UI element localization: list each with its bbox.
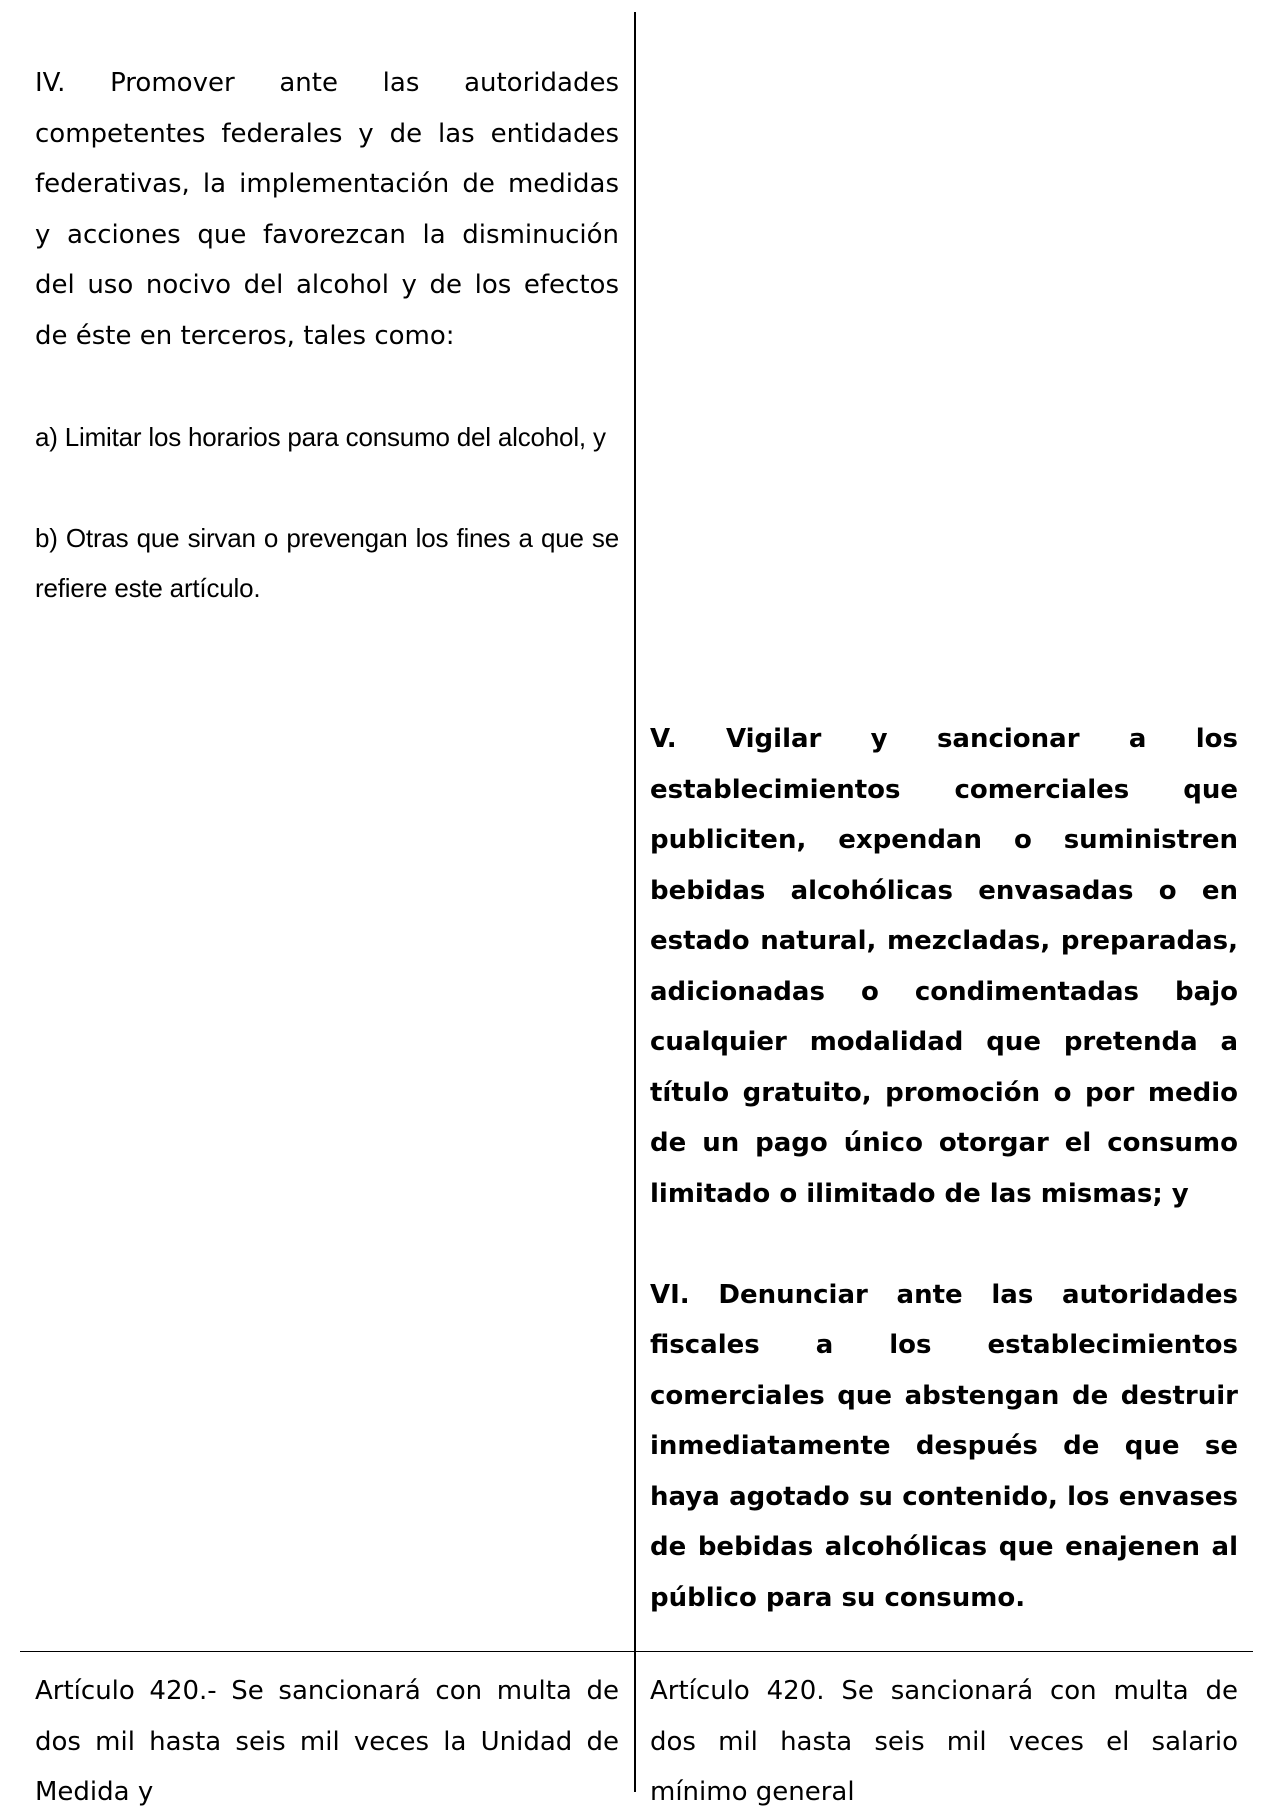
fraction-iv: IV. Promover ante las autoridades competentes federales y de las entidades federativas, la implementación de medidas y acciones que favorezcan la disminución del uso nocivo del alcohol y de los efectos de éste en terceros, tales como:	[35, 68, 619, 351]
fraction-v: V. Vigilar y sancionar a los establecimientos comerciales que publiciten, expendan o suministren bebidas alcohólicas envasadas o en estado natural, mezcladas, preparadas, adicionadas o condimentadas bajo cualquier modalidad que pretenda a título gratuito, promoción o por medio de un pago único otorgar el consumo limitado o ilimitado de las mismas; y	[650, 724, 1238, 1209]
article-420-current: Artículo 420.- Se sancionará con multa de dos mil hasta seis mil veces la Unidad de Medida y	[35, 1676, 619, 1807]
column-divider-upper	[634, 12, 636, 1651]
item-b: b) Otras que sirvan o prevengan los fines a que se refiere este artículo.	[35, 522, 619, 603]
right-column-upper	[650, 714, 1238, 1623]
column-divider-lower	[634, 1651, 636, 1792]
right-column-lower	[650, 1666, 1238, 1818]
row-divider	[20, 1651, 1253, 1652]
left-column-upper	[35, 58, 619, 614]
item-a: a) Limitar los horarios para consumo del alcohol, y	[35, 421, 606, 452]
fraction-vi: VI. Denunciar ante las autoridades fiscales a los establecimientos comerciales que abstengan de destruir inmediatamente después de que se haya agotado su contenido, los envases de bebidas alcohólicas que enajenen al público para su consumo.	[650, 1279, 1238, 1613]
left-column-lower	[35, 1666, 619, 1818]
article-420-proposed: Artículo 420. Se sancionará con multa de dos mil hasta seis mil veces el salario mínimo general	[650, 1676, 1238, 1807]
